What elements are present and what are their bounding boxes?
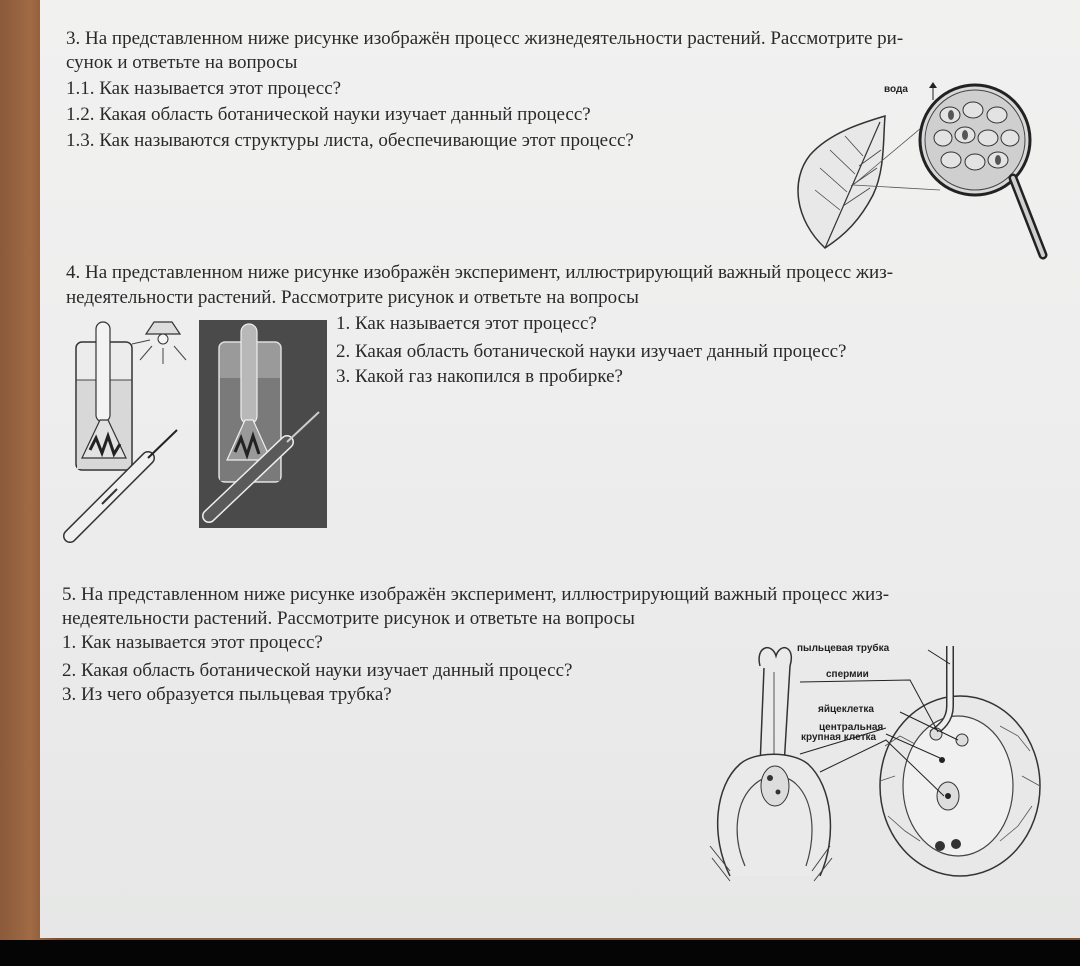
q5-heading-line1: 5. На представленном ниже рисунке изображён эксперимент, иллюстрирующий важный процесс жиз- — [62, 584, 890, 605]
q3-question-3: 1.3. Как называются структуры листа, обеспечивающие этот процесс? — [66, 130, 634, 151]
q4-question-2: 2. Какая область ботанической науки изучает данный процесс? — [336, 341, 847, 362]
q4-question-1: 1. Как называется этот процесс? — [336, 313, 597, 334]
label-pollen-tube: пыльцевая трубка — [797, 643, 890, 654]
q3-heading-line2: сунок и ответьте на вопросы — [66, 52, 298, 73]
q3-question-2: 1.2. Какая область ботанической науки изучает данный процесс? — [66, 104, 591, 125]
leaf-magnifier-figure — [785, 70, 1055, 270]
label-central-cell-2: крупная клетка — [801, 732, 877, 743]
q3-question-1: 1.1. Как называется этот процесс? — [66, 78, 342, 99]
experiment-light-figure — [62, 308, 202, 543]
q4-question-3: 3. Какой газ накопился в пробирке? — [336, 366, 623, 387]
q3-heading-line1: 3. На представленном ниже рисунке изображён процесс жизнедеятельности растений. Рассмотрите ри- — [66, 28, 904, 49]
figure-label-water: вода — [884, 84, 908, 95]
q5-heading-line2: недеятельности растений. Рассмотрите рисунок и ответьте на вопросы — [62, 608, 635, 629]
screen-bottom-bar — [0, 940, 1080, 966]
q5-question-2: 2. Какая область ботанической науки изучает данный процесс? — [62, 660, 573, 681]
q5-question-1: 1. Как называется этот процесс? — [62, 632, 323, 653]
label-sperms: спермии — [826, 669, 869, 680]
experiment-dark-figure — [199, 320, 327, 528]
label-egg-cell: яйцеклетка — [818, 704, 874, 715]
q4-heading-line1: 4. На представленном ниже рисунке изображён эксперимент, иллюстрирующий важный процесс жиз- — [66, 262, 894, 283]
label-central-cell-1: центральная — [819, 722, 884, 733]
fertilization-diagram — [700, 636, 1070, 886]
q5-question-3: 3. Из чего образуется пыльцевая трубка? — [62, 684, 392, 705]
q4-heading-line2: недеятельности растений. Рассмотрите рисунок и ответьте на вопросы — [66, 287, 639, 308]
